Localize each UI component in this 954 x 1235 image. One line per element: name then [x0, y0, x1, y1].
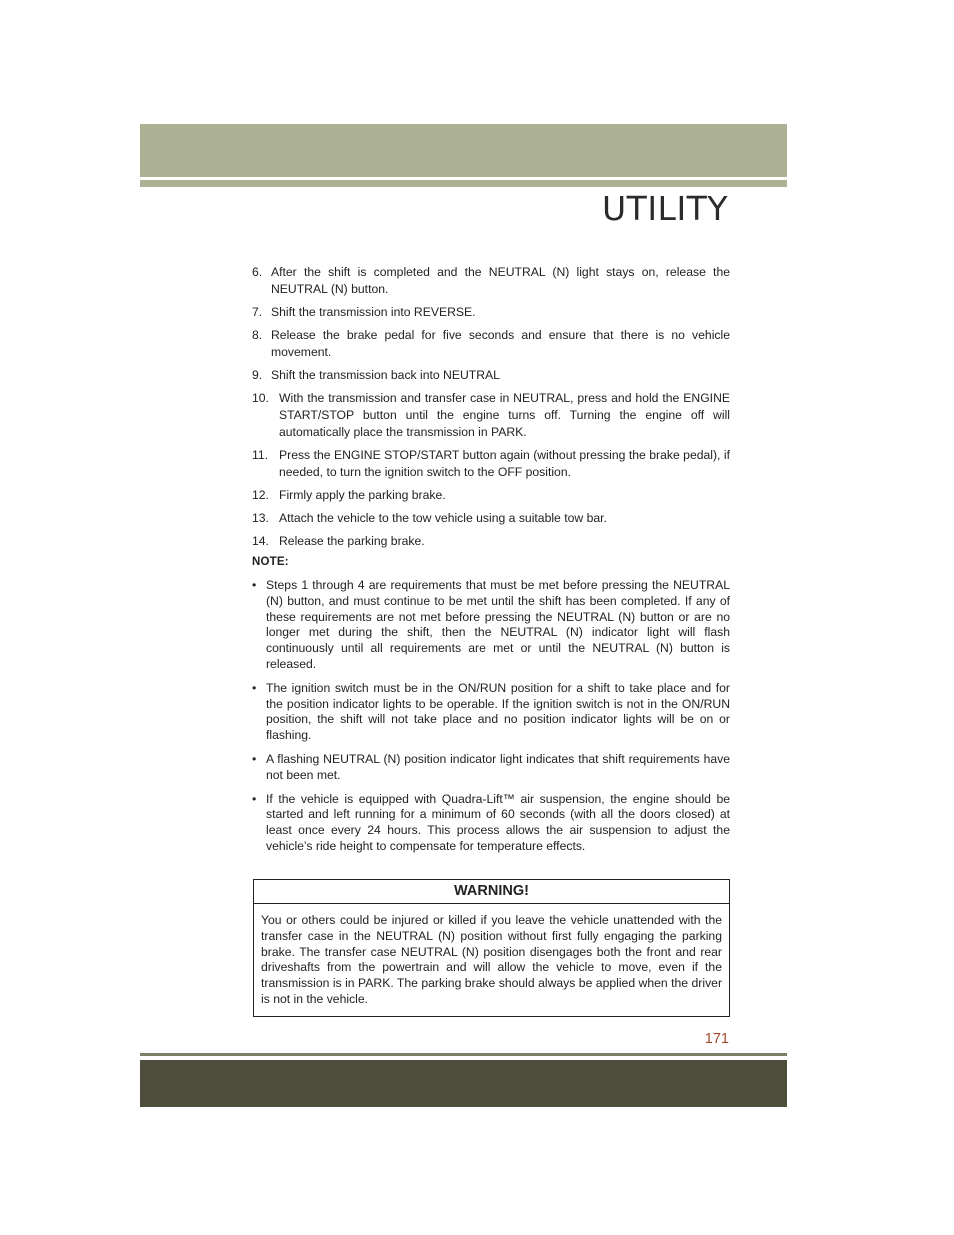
note-text: If the vehicle is equipped with Quadra-Lift™ air suspension, the engine should be started and left running for a minimum of 60 seconds (with all the doors closed) at least once every 24 hours. This process allows the air suspension to adjust the vehicle’s ride height to compensate for temperature effects.: [266, 791, 730, 853]
note-item: [252, 752, 730, 784]
step-number: 7.: [252, 305, 263, 319]
step-number: 8.: [252, 328, 263, 342]
footer-stripe: [140, 1053, 787, 1056]
warning-body: You or others could be injured or killed if you leave the vehicle unattended with the transfer case in the NEUTRAL (N) position without first fully engaging the parking brake. The transfer case NEUTRAL (N) position disengages both the front and rear driveshafts from the powertrain and will allow the vehicle to move, even if the transmission is in PARK. The parking brake should always be applied when the driver is not in the vehicle.: [261, 913, 722, 1006]
footer-band: [140, 1060, 787, 1107]
note-text: The ignition switch must be in the ON/RUN position for a shift to take place and for the position indicator lights to be operable. If the ignition switch is not in the ON/RUN position, the shift will not take place and no position indicator lights will be on or flashing.: [266, 680, 730, 743]
section-title: UTILITY: [602, 189, 728, 228]
bullet-icon: •: [252, 791, 257, 806]
note-label: NOTE:: [252, 556, 289, 568]
note-item: [252, 792, 730, 855]
header-stripe: [140, 180, 787, 187]
step-number: 6.: [252, 265, 263, 279]
step-text: With the transmission and transfer case in NEUTRAL, press and hold the ENGINE START/STOP button until the engine turns off. Turning the engine off will automatically place the transmission in PARK.: [279, 391, 730, 439]
steps-list: [252, 264, 730, 550]
warning-title: WARNING!: [254, 880, 729, 904]
step-item: [252, 367, 730, 384]
step-text: After the shift is completed and the NEUTRAL (N) light stays on, release the NEUTRAL (N) button.: [271, 265, 730, 296]
step-number: 9.: [252, 368, 263, 382]
bullet-icon: •: [252, 751, 257, 766]
warning-box: [253, 879, 730, 1017]
notes-list: [252, 578, 730, 855]
step-item: [252, 304, 730, 321]
step-text: Shift the transmission back into NEUTRAL: [271, 368, 500, 382]
header-band: [140, 124, 787, 177]
step-number: 14.: [252, 534, 269, 548]
page-number: 171: [704, 1031, 729, 1047]
step-item: [252, 510, 730, 527]
step-text: Shift the transmission into REVERSE.: [271, 305, 476, 319]
step-text: Release the brake pedal for five seconds and ensure that there is no vehicle movement.: [271, 328, 730, 359]
step-number: 11.: [252, 448, 269, 462]
note-text: Steps 1 through 4 are requirements that must be met before pressing the NEUTRAL (N) button, and must continue to be met until the shift has been completed. If any of these requirements are not met before pressing the NEUTRAL (N) button or are no longer met during the shift, then the NEUTRAL (N) indicator light will flash continuously until all requirements are met or until the NEUTRAL (N) button is released.: [266, 578, 730, 671]
step-number: 13.: [252, 511, 269, 525]
step-item: [252, 264, 730, 298]
bullet-icon: •: [252, 680, 257, 695]
step-item: [252, 327, 730, 361]
step-number: 12.: [252, 488, 269, 502]
main-content: [252, 264, 730, 863]
step-item: [252, 390, 730, 441]
step-item: [252, 487, 730, 504]
note-item: [252, 578, 730, 673]
step-text: Attach the vehicle to the tow vehicle using a suitable tow bar.: [279, 511, 607, 525]
bullet-icon: •: [252, 578, 257, 592]
note-text: A flashing NEUTRAL (N) position indicator light indicates that shift requirements have not been met.: [266, 751, 730, 782]
step-text: Firmly apply the parking brake.: [279, 488, 446, 502]
step-text: Release the parking brake.: [279, 534, 425, 548]
step-item: [252, 447, 730, 481]
note-item: [252, 681, 730, 744]
step-text: Press the ENGINE STOP/START button again (without pressing the brake pedal), if needed, to turn the ignition switch to the OFF position.: [279, 448, 730, 479]
step-number: 10.: [252, 391, 269, 405]
step-item: [252, 533, 730, 550]
